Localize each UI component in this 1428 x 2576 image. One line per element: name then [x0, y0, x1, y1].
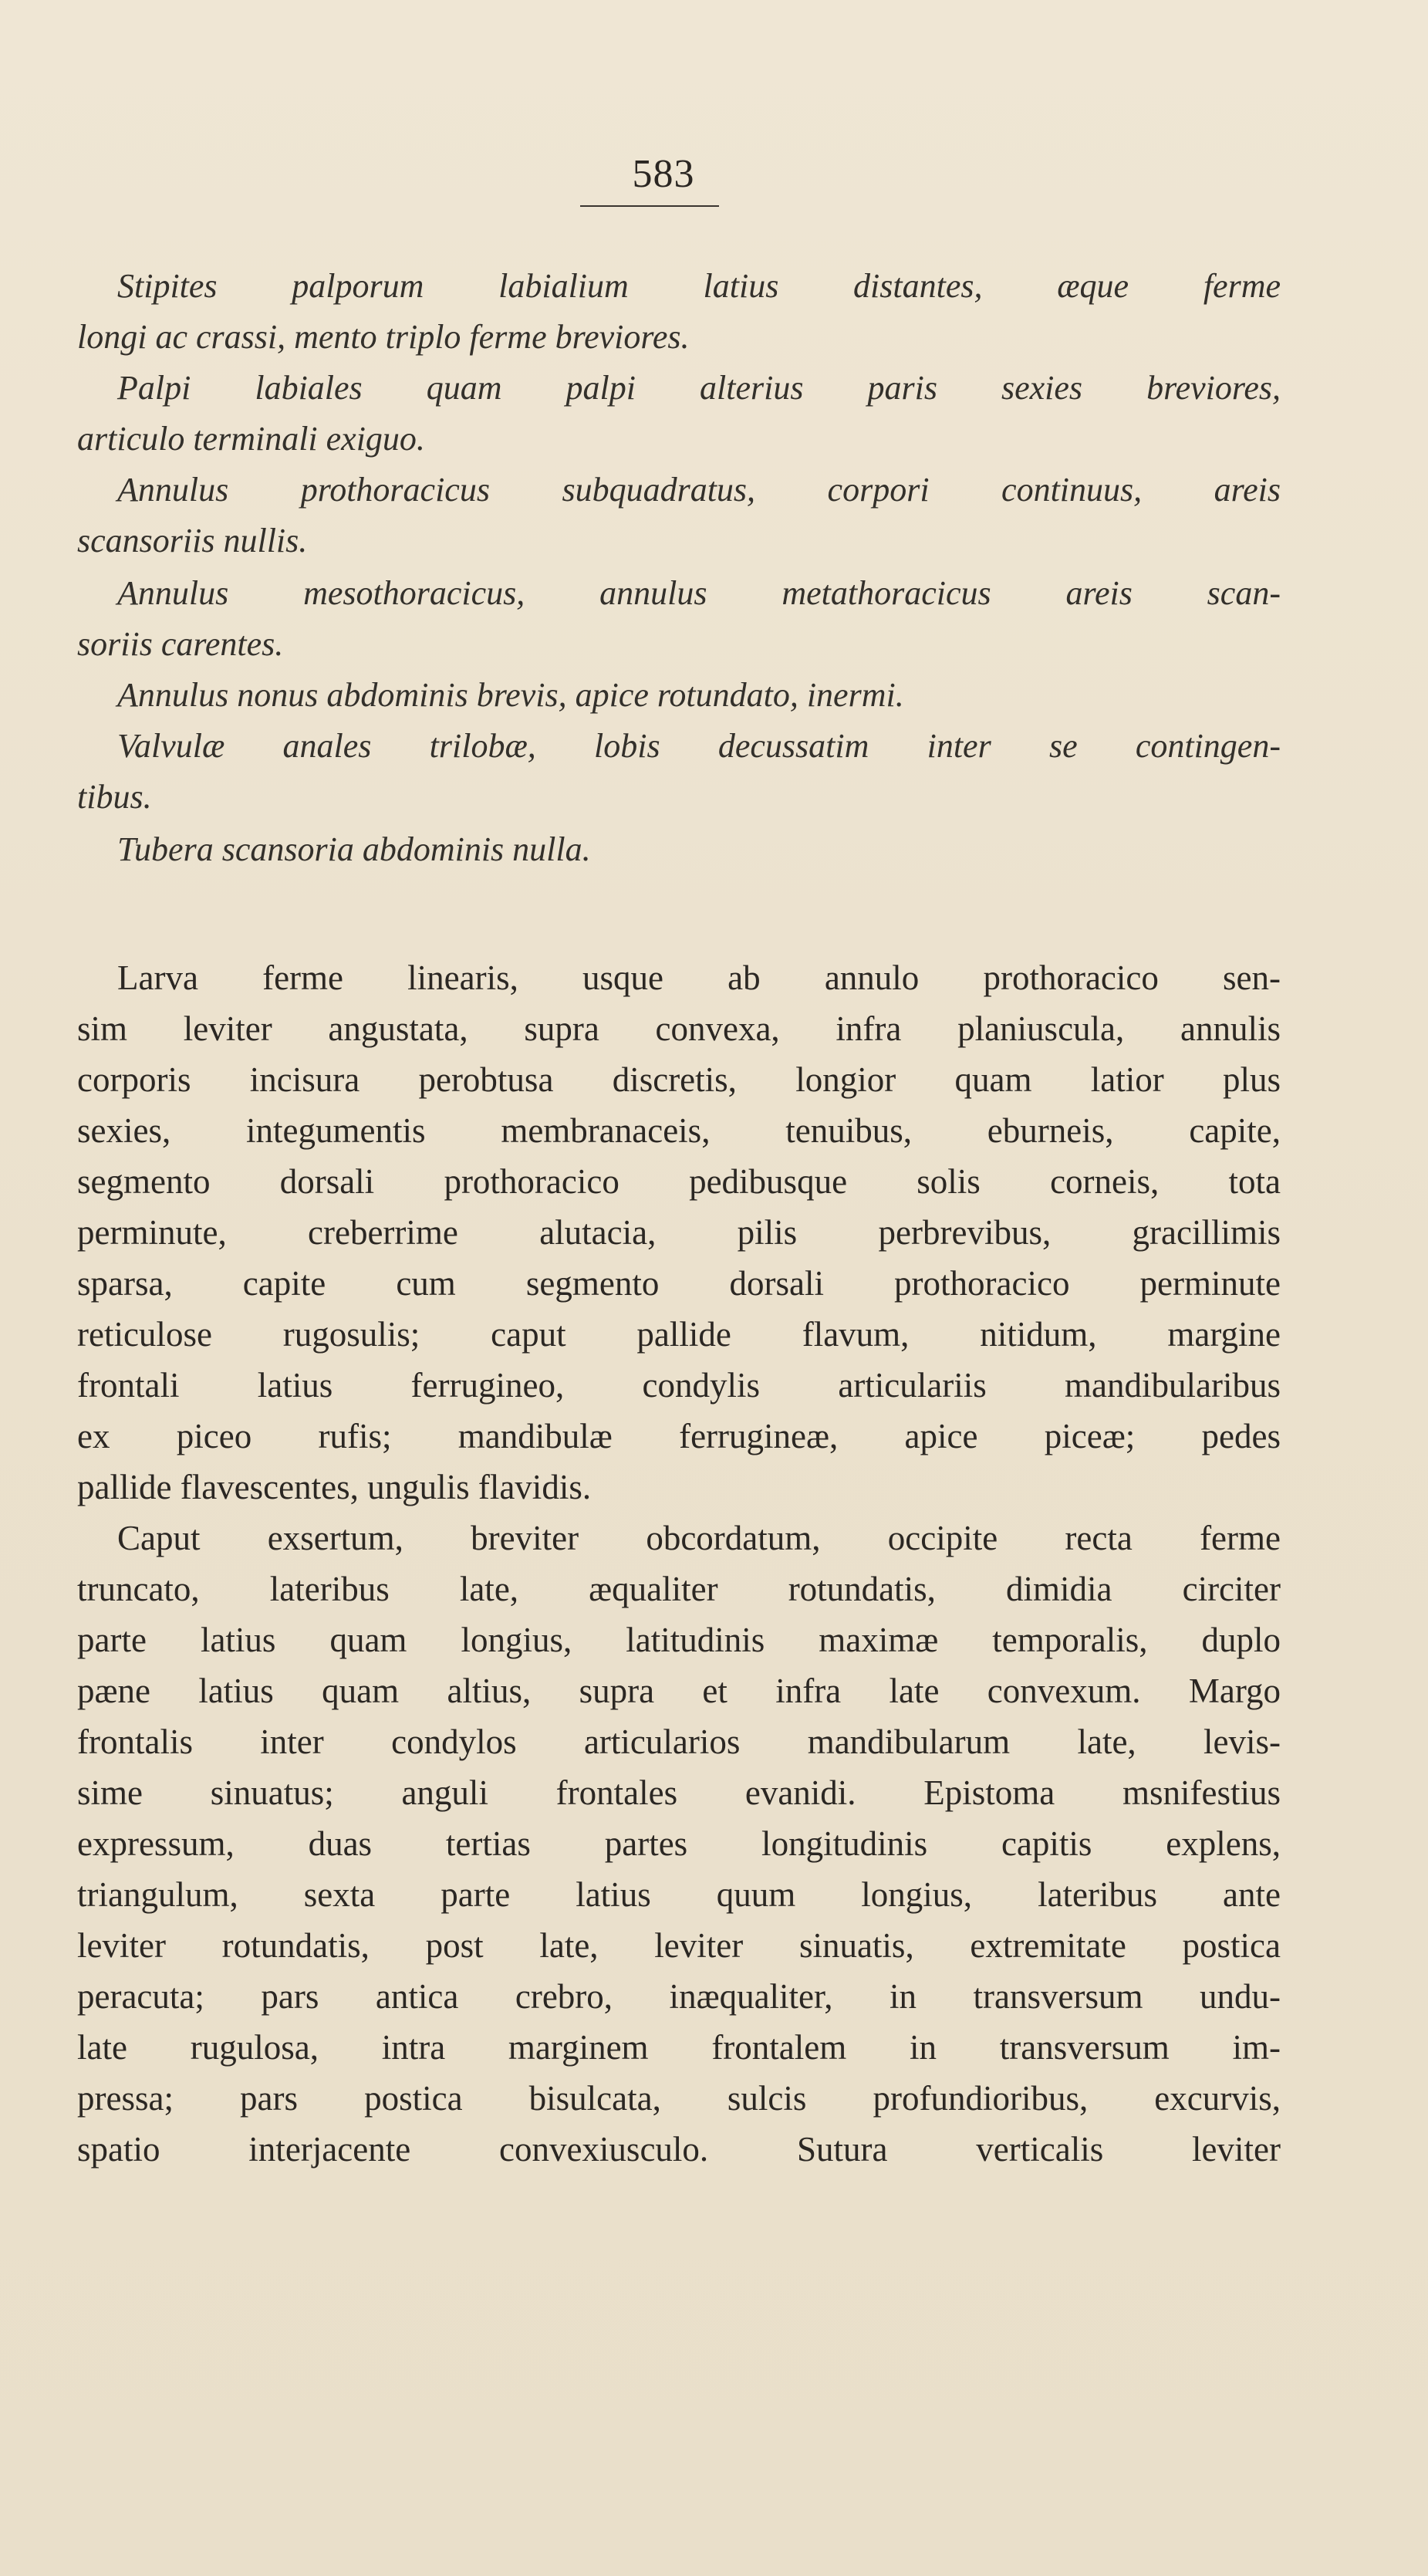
text-line: spatio interjacente convexiusculo. Sutura verticalis leviter	[77, 2130, 1281, 2169]
text-line: tibus.	[77, 778, 152, 816]
text-line: Annulus prothoracicus subquadratus, corpori continuus, areis	[117, 471, 1281, 509]
text-line: truncato, lateribus late, æqualiter rotundatis, dimidia circiter	[77, 1570, 1281, 1608]
text-line: sparsa, capite cum segmento dorsali prothoracico perminute	[77, 1264, 1281, 1303]
text-line: Annulus mesothoracicus, annulus metathoracicus areis scan-	[117, 574, 1281, 612]
text-line: longi ac crassi, mento triplo ferme breviores.	[77, 318, 690, 356]
text-line: ex piceo rufis; mandibulæ ferrugineæ, apice piceæ; pedes	[77, 1417, 1281, 1455]
text-line: triangulum, sexta parte latius quum longius, lateribus ante	[77, 1875, 1281, 1914]
text-line: late rugulosa, intra marginem frontalem in transversum im-	[77, 2028, 1281, 2067]
text-line: segmento dorsali prothoracico pedibusque solis corneis, tota	[77, 1162, 1281, 1201]
text-line: perminute, creberrime alutacia, pilis perbrevibus, gracillimis	[77, 1213, 1281, 1252]
text-line: Annulus nonus abdominis brevis, apice rotundato, inermi.	[117, 676, 904, 714]
text-line: corporis incisura perobtusa discretis, longior quam latior plus	[77, 1060, 1281, 1099]
text-line: frontalis inter condylos articularios mandibularum late, levis-	[77, 1722, 1281, 1761]
text-line: frontali latius ferrugineo, condylis articulariis mandibularibus	[77, 1366, 1281, 1405]
text-line: expressum, duas tertias partes longitudinis capitis explens,	[77, 1824, 1281, 1863]
text-line: sime sinuatus; anguli frontales evanidi. Epistoma msnifestius	[77, 1773, 1281, 1812]
text-line: peracuta; pars antica crebro, inæqualiter, in transversum undu-	[77, 1977, 1281, 2016]
text-line: sexies, integumentis membranaceis, tenuibus, eburneis, capite,	[77, 1111, 1281, 1150]
text-line: Larva ferme linearis, usque ab annulo prothoracico sen-	[117, 958, 1281, 997]
text-line: Tubera scansoria abdominis nulla.	[117, 830, 591, 868]
text-line: pæne latius quam altius, supra et infra late convexum. Margo	[77, 1672, 1281, 1710]
text-line: parte latius quam longius, latitudinis maximæ temporalis, duplo	[77, 1621, 1281, 1659]
page-number: 583	[632, 152, 695, 196]
page-number-rule	[580, 205, 719, 207]
text-line: reticulose rugosulis; caput pallide flavum, nitidum, margine	[77, 1315, 1281, 1354]
text-line: pallide flavescentes, ungulis flavidis.	[77, 1468, 592, 1506]
text-line: Palpi labiales quam palpi alterius paris sexies breviores,	[117, 369, 1281, 407]
text-line: sim leviter angustata, supra convexa, infra planiuscula, annulis	[77, 1009, 1281, 1048]
text-line: Caput exsertum, breviter obcordatum, occipite recta ferme	[117, 1519, 1281, 1557]
text-line: articulo terminali exiguo.	[77, 420, 425, 458]
text-line: soriis carentes.	[77, 625, 284, 663]
text-line: leviter rotundatis, post late, leviter sinuatis, extremitate postica	[77, 1926, 1281, 1965]
text-line: Valvulæ anales trilobæ, lobis decussatim inter se contingen-	[117, 727, 1281, 765]
text-line: Stipites palporum labialium latius distantes, æque ferme	[117, 267, 1281, 305]
text-line: pressa; pars postica bisulcata, sulcis profundioribus, excurvis,	[77, 2079, 1281, 2118]
text-line: scansoriis nullis.	[77, 522, 308, 559]
